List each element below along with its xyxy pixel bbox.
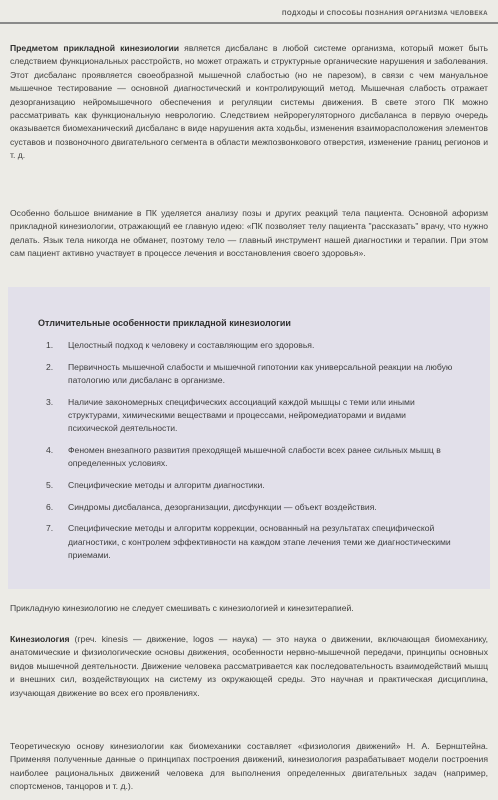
list-item-number: 3. xyxy=(46,396,54,407)
kinesiology-text: (греч. kinesis — движение, logos — наука) — это наука о движении, включающая биомеханику, анатомические и физиологические основы движения, особенности нервно-мышечной передачи, принципы основных видов мышечной деятельности. Движение человека рассматривается как последовательность взаимодействий мышц и внешних сил, воздействующих на систему из окружающей среды. Это научная и практическая дисциплина, изучающая движение во всех его проявлениях. xyxy=(10,634,488,698)
list-item-text: Первичность мышечной слабости и мышечной гипотонии как универсальной реакции на любую патологию или дисбаланс в организме. xyxy=(68,361,453,385)
theory-paragraph: Теоретическую основу кинезиологии как биомеханики составляет «физиология движений» Н. А. Бернштейна. Применяя полученные данные о принципах построения движений, кинезиология разрабатывает модели построения наиболее рациональных движений человека для выполнения определенных двигательных задач (например, спортсменов, танцоров и т. д.). xyxy=(10,741,488,792)
list-item xyxy=(46,361,456,388)
list-item-text: Специфические методы и алгоритм диагностики. xyxy=(68,480,265,490)
kinesiology-term: Кинезиология xyxy=(10,634,70,644)
distinction-paragraph: Прикладную кинезиологию не следует смешивать с кинезиологией и кинезитерапией. xyxy=(10,603,354,613)
intro-paragraph xyxy=(10,42,488,163)
running-header: ПОДХОДЫ И СПОСОБЫ ПОЗНАНИЯ ОРГАНИЗМА ЧЕЛОВЕКА xyxy=(282,10,488,17)
list-item-number: 4. xyxy=(46,445,54,455)
list-item-number: 7. xyxy=(46,523,54,534)
header-rule xyxy=(0,22,498,24)
list-item-number: 1. xyxy=(46,340,54,350)
list-item xyxy=(46,479,456,492)
kinesiology-paragraph xyxy=(10,633,488,700)
list-item-text: Целостный подход к человеку и составляющим его здоровья. xyxy=(68,340,315,350)
list-item xyxy=(46,522,456,562)
list-item-number: 2. xyxy=(46,361,54,372)
list-item-text: Феномен внезапного развития преходящей мышечной слабости всех ранее сильных мышц в определенных условиях. xyxy=(68,445,441,469)
list-item xyxy=(46,396,456,436)
list-item-text: Наличие закономерных специфических ассоциаций каждой мышцы с теми или иными структурами, химическими веществами и процессами, нейромедиаторами и видами психической деятельности. xyxy=(68,396,415,434)
list-item xyxy=(46,501,456,514)
intro-text: является дисбаланс в любой системе организма, который может быть следствием функциональных расстройств, но может отражать и структурные органические нарушения и заболевания. Этот дисбаланс проявляется своеобразной мышечной слабостью (но не парезом), в связи с чем мануальное мышечное тестирование — основной диагностический и контролирующий метод. Мышечная слабость отражает дезорганизацию нейромышечного обеспечения и регуляции системы движения. В свете этого ПК можно рассматривать как функциональную неврологию. Следствием нейрорегуляторного дисбаланса в первую очередь оказывается биомеханический дисбаланс в виде нарушения акта ходьбы, изменения взаиморасположения элементов суставов и позвоночного двигательного сегмента в области межпозвонкового отверстия, изменение границ регионов и т. д. xyxy=(10,43,488,161)
features-list xyxy=(46,339,456,571)
list-item xyxy=(46,444,456,471)
intro-term: Предметом прикладной кинезиологии xyxy=(10,43,180,53)
list-item-text: Специфические методы и алгоритм коррекции, основанный на результатах специфической диагностики, с контролем эффективности на каждом этапе лечения теми же диагностическими приемами. xyxy=(68,523,451,560)
list-item-text: Синдромы дисбаланса, дезорганизации, дисфункции — объект воздействия. xyxy=(68,501,377,512)
list-item xyxy=(46,339,456,352)
list-item-number: 5. xyxy=(46,480,54,490)
list-item-number: 6. xyxy=(46,501,54,512)
posture-paragraph: Особенно большое внимание в ПК уделяется анализу позы и других реакций тела пациента. Основной афоризм прикладной кинезиологии, отражающий ее главную идею: «ПК позволяет телу пациента "рассказать" врачу, что нужно делать. Язык тела никогда не обманет, поэтому тело — главный инструмент нашей диагностики и терапии. При этом сам пациент активно участвует в процессе лечения и восстановления своего здоровья». xyxy=(10,208,488,259)
features-box-title: Отличительные особенности прикладной кинезиологии xyxy=(38,318,291,328)
